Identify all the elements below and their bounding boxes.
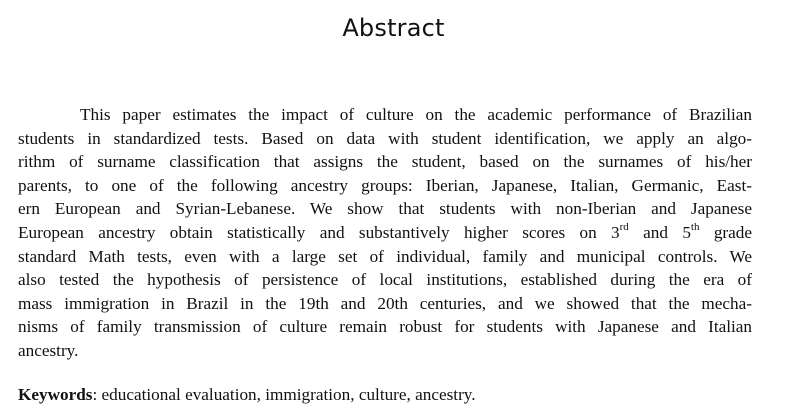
abstract-line: parents, to one of the following ancestry groups: Iberian, Japanese, Italian, Germanic, East- — [18, 175, 752, 195]
abstract-line: mass immigration in Brazil in the 19th and 20th centuries, and we showed that the mecha- — [18, 293, 752, 313]
abstract-line: ancestry. — [18, 340, 79, 360]
abstract-line: also tested the hypothesis of persistence of local institutions, established during the era of — [18, 270, 752, 290]
abstract-line — [18, 221, 752, 245]
ordinal-superscript: rd — [619, 221, 629, 234]
abstract-heading: Abstract — [342, 14, 445, 42]
abstract-body — [18, 103, 752, 363]
keywords — [18, 385, 476, 405]
abstract-line: students in standardized tests. Based on data with student identification, we apply an algo- — [18, 128, 752, 148]
abstract-line: ern European and Syrian-Lebanese. We show that students with non-Iberian and Japanese — [18, 199, 752, 219]
abstract-line: This paper estimates the impact of culture on the academic performance of Brazilian — [80, 105, 752, 124]
line-text: European ancestry obtain statistically and substantively higher scores on 3 — [18, 222, 620, 242]
line-text: and 5 — [628, 222, 691, 242]
ordinal-superscript: th — [690, 221, 700, 234]
keywords-label: Keywords — [18, 385, 93, 404]
abstract-line: standard Math tests, even with a large set of individual, family and municipal controls. We — [18, 246, 752, 266]
abstract-line: nisms of family transmission of culture remain robust for students with Japanese and Italian — [18, 317, 752, 337]
keywords-text: : educational evaluation, immigration, culture, ancestry. — [92, 385, 476, 404]
abstract-line: rithm of surname classification that assigns the student, based on the surnames of his/her — [18, 152, 752, 172]
line-text: grade — [699, 222, 752, 242]
